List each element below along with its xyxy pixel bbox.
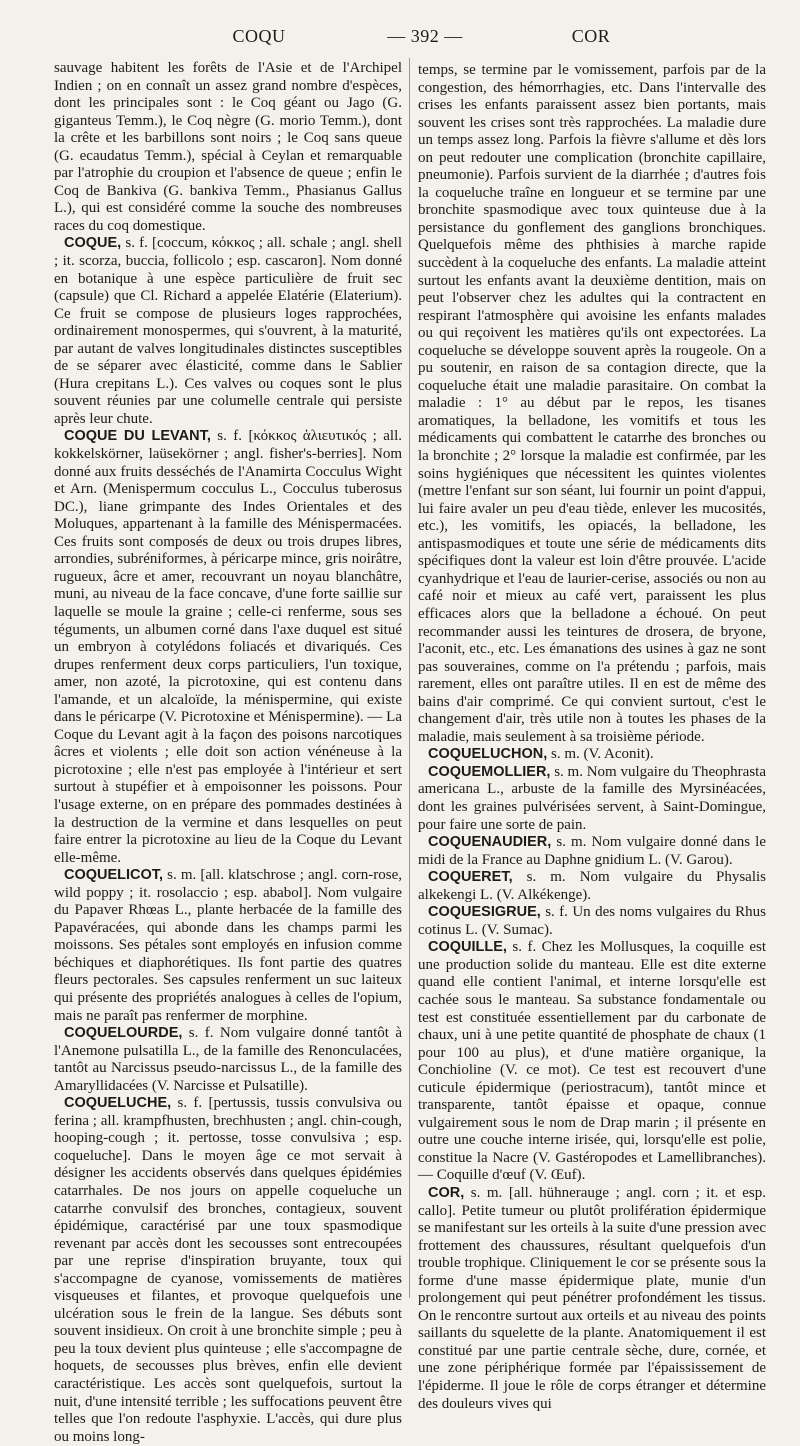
page-number: — 392 —: [387, 26, 463, 46]
entry-coquelourde: COQUELOURDE, s. f. Nom vulgaire donné tantôt à l'Anemone pulsatilla L., de la famille des Renonculacées, tantôt au Narcissus pseudo-narcissus L., de la famille des Amaryllidacées (V. Narcisse et Pulsatille).: [54, 1025, 402, 1094]
entry-coqueret: COQUERET, s. m. Nom vulgaire du Physalis alkekengi L. (V. Alkékenge).: [418, 869, 766, 903]
entry-coque: COQUE, s. f. [coccum, κόκκος ; all. schale ; angl. shell ; it. scorza, buccia, follicolo ; esp. cascaron]. Nom donné en botanique à une espèce particulière de fruit sec (capsule) que Cl. Richard a appelée Elatérie (Elaterium). Ce fruit se compose de plusieurs loges rapprochées, ordinairement monospermes, qui s'ouvrent, à la maturité, par autant de valves longitudinales distinctes susceptibles de se séparer avec élasticité, comme dans le Sablier (Hura crepitans L.). Ces valves ou coques sont le plus souvent réunies par une columelle centrale qui persiste après leur chute.: [54, 235, 402, 427]
entry-coquelicot: COQUELICOT, s. m. [all. klatschrose ; angl. corn-rose, wild poppy ; it. rosolaccio ; esp. ababol]. Nom vulgaire du Papaver Rhœas L., plante herbacée de la famille des Papavéracées, qui abonde dans les champs parmi les moissons. Ses pétales sont employés en infusion comme béchiques et diaphorétiques. Ils font partie des quatres fleurs pectorales. Ses capsules renferment un suc laiteux qui présente des propriétés analogues à celles de l'opium, mais ne paraît pas renfermer de morphine.: [54, 867, 402, 1024]
headword: COQUELUCHON,: [428, 746, 548, 763]
entry-coqueluche: COQUELUCHE, s. f. [pertussis, tussis convulsiva ou ferina ; all. krampfhusten, brechhusten ; angl. chin-cough, hooping-cough ; it. pertosse, tosse convulsiva ; esp. coqueluche]. Dans le moyen âge ce mot servait à désigner les accidents observés dans quelques épidémies catarrhales. De nos jours on appelle coqueluche un catarrhe convulsif des bronches, contagieux, souvent épidémique, caractérisé par une toux spasmodique revenant par accès dont les secousses sont entrecoupées par une reprise d'inspiration bruyante, toux qui s'accompagne de cyanose, vomissements de matières visqueuses et filantes, et provoque quelquefois une ulcération sous le frein de la langue. Ses débuts sont souvent insidieux. On croit à une bronchite simple ; peu à peu la toux devient plus quinteuse ; elle s'accompagne de hoquets, de secousses plus brèves, enfin elle devient caractéristique. Les accès sont quelquefois, surtout la nuit, d'une intensité terrible ; les suffocations peuvent être telles que l'on redoute l'asphyxie. L'accès, qui dure plus ou moins long-: [54, 1095, 402, 1445]
entry-coquesigrue: COQUESIGRUE, s. f. Un des noms vulgaires du Rhus cotinus L. (V. Sumac).: [418, 904, 766, 938]
headword: COQUE,: [64, 235, 122, 252]
entry-coqueluchon: COQUELUCHON, s. m. (V. Aconit).: [428, 746, 654, 763]
entry-cor: COR, s. m. [all. hühnerauge ; angl. corn ; it. et esp. callo]. Petite tumeur ou plutôt prolifération épidermique se manifestant sur les orteils à la suite d'une pression avec frottement des chaussures, résultant quelquefois d'un trouble trophique. Cliniquement le cor se présente sous la forme d'une masse épidermique plate, munie d'un prolongement qui peut pénétrer profondément les tissus. On le rencontre surtout aux orteils et au niveau des points saillants du squelette de la plante. Anatomiquement il est constitué par une partie centrale sèche, dure, cornée, et une zone périphérique formée par l'épaississement de l'épiderme. Il joue le rôle de corps étranger et détermine des douleurs vives qui: [418, 1185, 766, 1412]
headword: COQUILLE,: [428, 939, 507, 956]
headword: COQUEMOLLIER,: [428, 763, 551, 780]
running-header: [54, 26, 766, 52]
headword: COQUELICOT,: [64, 867, 164, 884]
entry-coque-du-levant: COQUE DU LEVANT, s. f. [κόκκος ἁλιευτικός ; all. kokkelskörner, laüsekörner ; angl. fisher's-berries]. Nom donné aux fruits desséchés de l'Anamirta Cocculus Wight et Arn. (Menispermum cocculus L., Cocculus tuberosus DC.), liane grimpante des Indes Orientales et des Moluques, appartenant à la famille des Ménispermacées. Ces fruits sont composés de deux ou trois drupes libres, arrondies, subréniformes, à péricarpe mince, gris noirâtre, rugueux, âcre et amer, recouvrant un noyau blanchâtre, muni, au niveau de la face concave, d'une forte saillie sur laquelle se moule la graine ; celle-ci renferme, sous ses téguments, un albumen corné dans l'axe duquel est situé un embryon à cotylédons foliacés et divariqués. Ces drupes renferment deux corps particuliers, l'un toxique, amer, non azoté, la picrotoxine, qui est contenu dans l'amande, et un alcaloïde, la ménispermine, qui existe dans le péricarpe (V. Picrotoxine et Ménispermine). — La Coque du Levant agit à la façon des poisons narcotiques âcres et violents ; elle doit son action vénéneuse à la picrotoxine ; elle n'est pas employée à l'intérieur et sert surtout à stupéfier et à empoisonner les poissons. Pour l'usage externe, on en prépare des pommades destinées à la destruction de la vermine et dans lesquelles on peut faire entrer la picrotoxine au lieu de la Coque du Levant elle-même.: [54, 428, 402, 866]
right-column: [418, 62, 766, 1413]
entry-coquemollier: COQUEMOLLIER, s. m. Nom vulgaire du Theophrasta americana L., arbuste de la famille des Myrsinéacées, dont les graines pulvérisées servent, à Saint-Domingue, pour faire une sorte de pain.: [418, 763, 766, 833]
headword: COQUENAUDIER,: [428, 834, 552, 851]
column-divider: [409, 58, 410, 1298]
left-column: [54, 60, 402, 1446]
headword: COQUESIGRUE,: [428, 904, 541, 921]
headword: COQUELOURDE,: [64, 1025, 183, 1042]
headword: COQUERET,: [428, 869, 513, 886]
header-left-word: COQU: [232, 26, 286, 46]
headword: COQUE DU LEVANT,: [64, 428, 211, 445]
entry-continuation: temps, se termine par le vomissement, parfois par de la congestion, des hémorrhagies, etc. Dans l'intervalle des crises les enfants paraissent assez bien portants, mais souvent les crises sont très rapprochées. La maladie dure un temps assez long. Parfois la fièvre s'allume et dès lors on peut redouter une complication (bronchite capillaire, pneumonie). Parfois survient de la diarrhée ; d'autres fois la coqueluche traîne en longueur et se termine par une bronchite spasmodique avec toux quinteuse due à la persistance du gonflement des ganglions bronchiques. Quelquefois même des phthisies à marche rapide succèdent à la coqueluche des enfants. La maladie atteint surtout les enfants avant la deuxième dentition, mais on peut l'observer chez les adultes qui la contractent en respirant l'atmosphère qui avoisine les enfants malades ou qui reçoivent les matières qu'ils ont expectorées. La coqueluche se développe souvent après la rougeole. On a pu soutenir, en raison de sa contagion directe, que la coqueluche était une maladie parasitaire. On combat la maladie : 1° au début par le repos, les tisanes aromatiques, la belladone, les vomitifs et tous les médicaments qui combattent le catarrhe des bronches ou la bronchite ; 2° lorsque la maladie est confirmée, par les soins hygiéniques que nécessitent les quintes violentes (mettre l'enfant sur son séant, lui fournir un point d'appui, lui faire avaler un peu d'eau tiède, enlever les mucosités, etc.), les vomitifs, les opiacés, la belladone, les antispasmodiques et toute une série de médicaments dits spécifiques dont la valeur est loin d'être prouvée. L'acide cyanhydrique et l'eau de laurier-cerise, associés ou non au café noir et mieux au café vert, paraissent les plus efficaces alors que la belladone a échoué. On peut recommander aussi les teintures de drosera, de bryone, l'aconit, etc., etc. Les émanations des usines à gaz ne sont pas souveraines, comme on l'a prétendu ; parfois, mais rarement, elles ont paraître utiles. Il en est de même des bains d'air comprimé. Ce qui convient surtout, c'est le changement d'air, très utile non à toutes les phases de la maladie, mais seulement à sa troisième période.: [418, 62, 766, 745]
entry-continuation: sauvage habitent les forêts de l'Asie et de l'Archipel Indien ; on en connaît un assez grand nombre d'espèces, dont les principales sont : le Coq géant ou Jago (G. giganteus Temm.), le Coq nègre (G. morio Temm.), dont la crête et les barbillons sont noirs ; le Coq sans queue (G. ecaudatus Temm.), spécial à Ceylan et remarquable par l'atrophie du croupion et l'absence de queue ; enfin le Coq de Bankiva (G. bankiva Temm., Phasianus Gallus L.), qui est considéré comme la souche des nombreuses races du coq domestique.: [54, 60, 402, 234]
headword: COR,: [428, 1185, 465, 1201]
entry-coquille: COQUILLE, s. f. Chez les Mollusques, la coquille est une production solide du manteau. Elle est dite externe quand elle contient l'animal, et interne lorsqu'elle est cachée sous le manteau. Sa substance fondamentale ou test est constituée essentiellement par du carbonate de chaux, uni à une petite quantité de phosphate de chaux (1 pour 100 au plus), et d'une matière organique, la Conchioline (V. ce mot). Ce test est recouvert d'une cuticule épidermique (periostracum), tantôt mince et transparente, tantôt épaisse et opaque, connue vulgairement sous le nom de Drap marin ; il présente en outre une couche interne irisée, qui, lorsqu'elle est polie, constitue la Nacre (V. Gastéropodes et Lamellibranches). — Coquille d'œuf (V. Œuf).: [418, 939, 766, 1184]
headword: COQUELUCHE,: [64, 1095, 172, 1112]
header-right-word: COR: [571, 26, 611, 46]
entry-coquenaudier: COQUENAUDIER, s. m. Nom vulgaire donné dans le midi de la France au Daphne gnidium L. (V. Garou).: [418, 834, 766, 868]
